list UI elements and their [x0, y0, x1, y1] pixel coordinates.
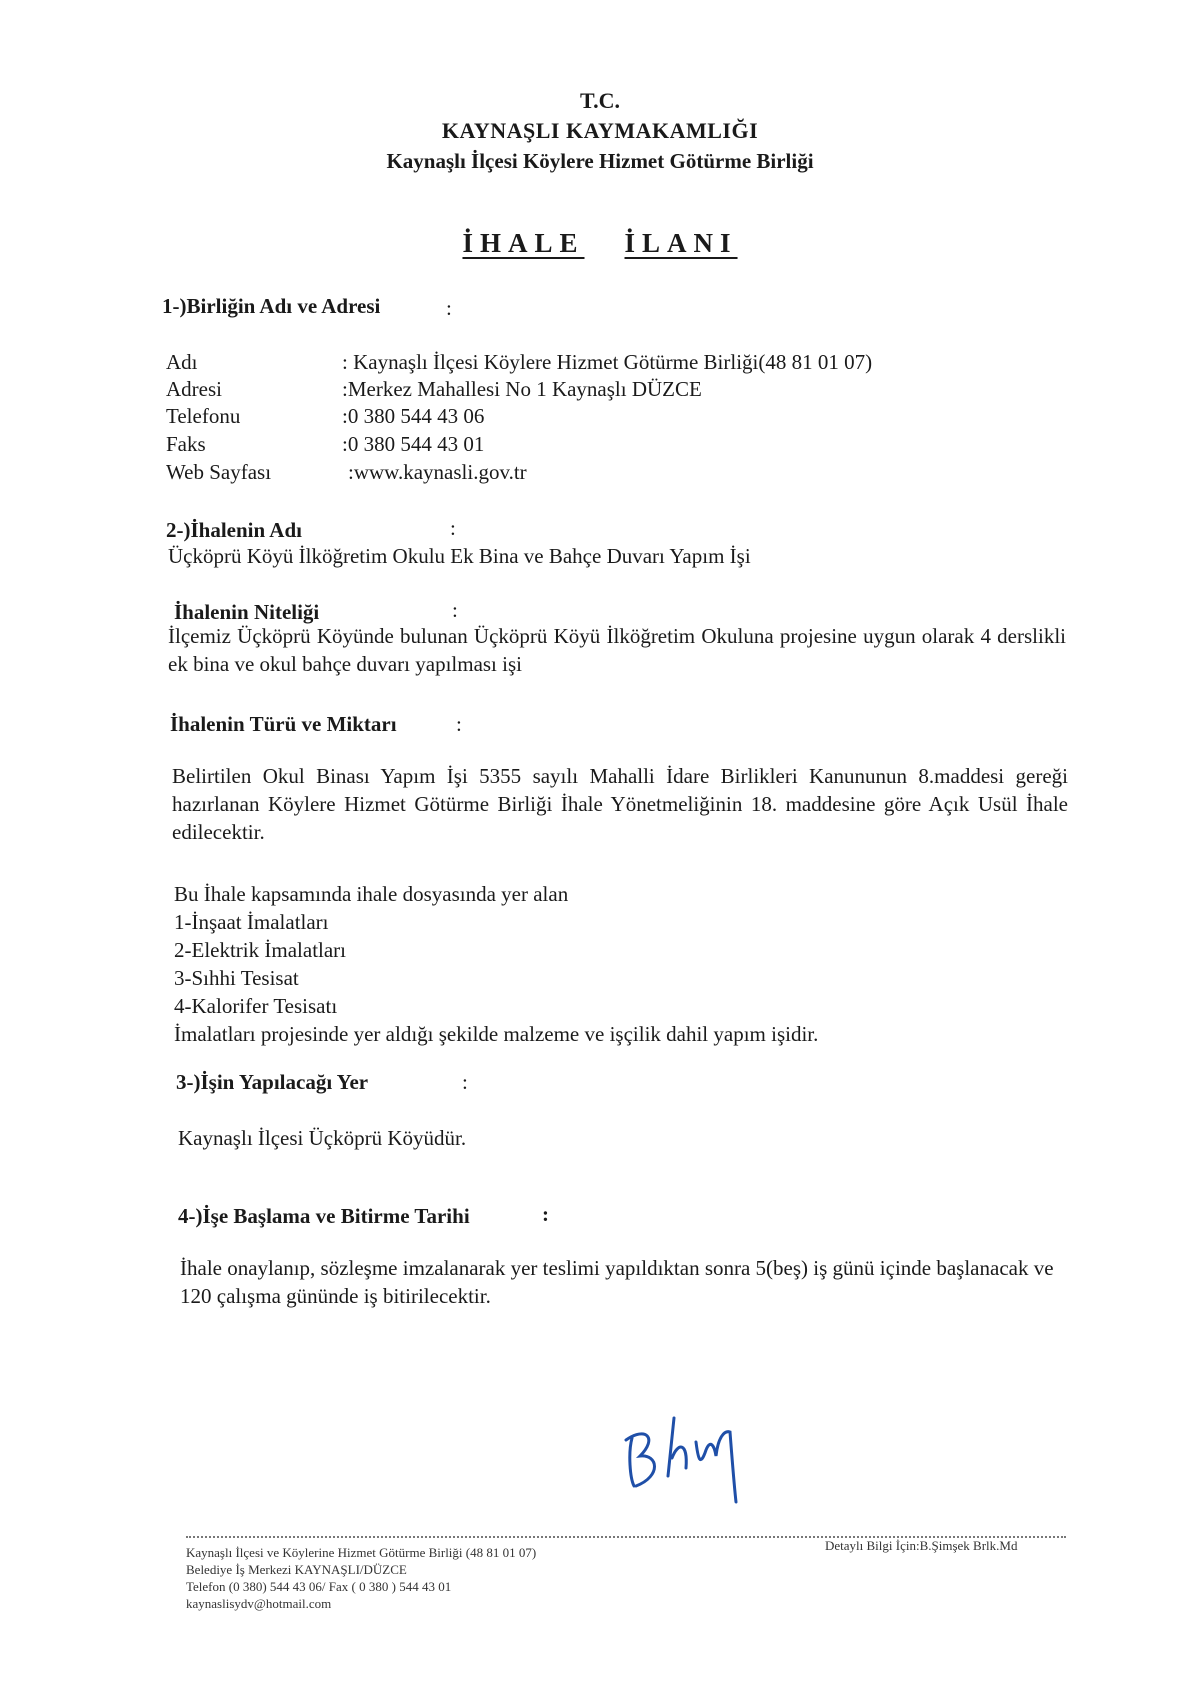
- title-word-1: İHALE: [462, 228, 585, 258]
- section-2-heading: 2-)İhalenin Adı: [166, 518, 302, 542]
- info-row-label: Adresi: [166, 377, 222, 401]
- niteligi-text: İlçemiz Üçköprü Köyünde bulunan Üçköprü Köyü İlköğretim Okuluna projesine uygun olarak 4 derslikli ek bina ve okul bahçe duvarı yapılması işi: [168, 624, 1066, 676]
- turu-colon: :: [456, 712, 462, 736]
- list-item: 4-Kalorifer Tesisatı: [174, 994, 338, 1018]
- info-row-value: :0 380 544 43 01: [342, 432, 485, 456]
- list-item: 1-İnşaat İmalatları: [174, 910, 329, 934]
- info-row-value: :0 380 544 43 06: [342, 404, 485, 428]
- letterhead: [0, 86, 1200, 176]
- document-title: [0, 228, 1200, 259]
- kapsam-list: [174, 880, 1074, 1048]
- signature-image: [618, 1398, 758, 1508]
- footer-line: Kaynaşlı İlçesi ve Köylerine Hizmet Götürme Birliği (48 81 01 07): [186, 1545, 537, 1560]
- section-3-heading: 3-)İşin Yapılacağı Yer: [176, 1070, 369, 1094]
- footer-email: kaynaslisydv@hotmail.com: [186, 1596, 332, 1611]
- section-4-text: İhale onaylanıp, sözleşme imzalanarak yer teslimi yapıldıktan sonra 5(beş) iş günü içinde başlanacak ve 120 çalışma gününde iş bitirilecektir.: [180, 1256, 1054, 1308]
- section-3-colon: :: [462, 1070, 468, 1094]
- section-2-text: Üçköprü Köyü İlköğretim Okulu Ek Bina ve Bahçe Duvarı Yapım İşi: [168, 544, 751, 568]
- info-row-value: :www.kaynasli.gov.tr: [348, 460, 527, 484]
- turu-text: Belirtilen Okul Binası Yapım İşi 5355 sayılı Mahalli İdare Birlikleri Kanununun 8.maddesi gereği hazırlanan Köylere Hizmet Götürme Birliği İhale Yönetmeliğinin 18. maddesine göre Açık Usül İhale edilecektir.: [172, 764, 1068, 844]
- section-2-colon: :: [450, 516, 456, 540]
- info-row-label: Adı: [166, 350, 198, 374]
- info-row-label: Faks: [166, 432, 206, 456]
- section-4-heading: 4-)İşe Başlama ve Bitirme Tarihi: [178, 1204, 470, 1228]
- header-tc: T.C.: [580, 88, 620, 113]
- list-item: 3-Sıhhi Tesisat: [174, 966, 299, 990]
- list-item: 2-Elektrik İmalatları: [174, 938, 347, 962]
- info-row-label: Web Sayfası: [166, 460, 272, 484]
- niteligi-heading: İhalenin Niteliği: [174, 600, 320, 624]
- niteligi-colon: :: [452, 598, 458, 622]
- footer-line: Telefon (0 380) 544 43 06/ Fax ( 0 380 ) 544 43 01: [186, 1579, 452, 1594]
- section-3-text: Kaynaşlı İlçesi Üçköprü Köyüdür.: [178, 1126, 467, 1150]
- section-1-colon: :: [446, 296, 452, 320]
- turu-heading: İhalenin Türü ve Miktarı: [170, 712, 397, 736]
- title-word-2: İLANI: [624, 228, 738, 258]
- kapsam-intro: Bu İhale kapsamında ihale dosyasında yer alan: [174, 882, 569, 906]
- kapsam-closing: İmalatları projesinde yer aldığı şekilde malzeme ve işçilik dahil yapım işidir.: [174, 1022, 819, 1046]
- footer-detail-info: Detaylı Bilgi İçin:B.Şimşek Brlk.Md: [825, 1538, 1018, 1553]
- footer-contact: [186, 1544, 536, 1612]
- header-kaymakamlik: KAYNAŞLI KAYMAKAMLIĞI: [441, 118, 759, 143]
- info-row-value: : Kaynaşlı İlçesi Köylere Hizmet Götürme Birliği(48 81 01 07): [342, 350, 873, 374]
- footer-line: Belediye İş Merkezi KAYNAŞLI/DÜZCE: [186, 1562, 407, 1577]
- section-4-colon: :: [542, 1202, 549, 1226]
- header-birlik: Kaynaşlı İlçesi Köylere Hizmet Götürme Birliği: [386, 149, 814, 173]
- section-1-heading: 1-)Birliğin Adı ve Adresi: [162, 294, 381, 318]
- info-row-value: :Merkez Mahallesi No 1 Kaynaşlı DÜZCE: [342, 377, 702, 401]
- info-row-label: Telefonu: [166, 404, 241, 428]
